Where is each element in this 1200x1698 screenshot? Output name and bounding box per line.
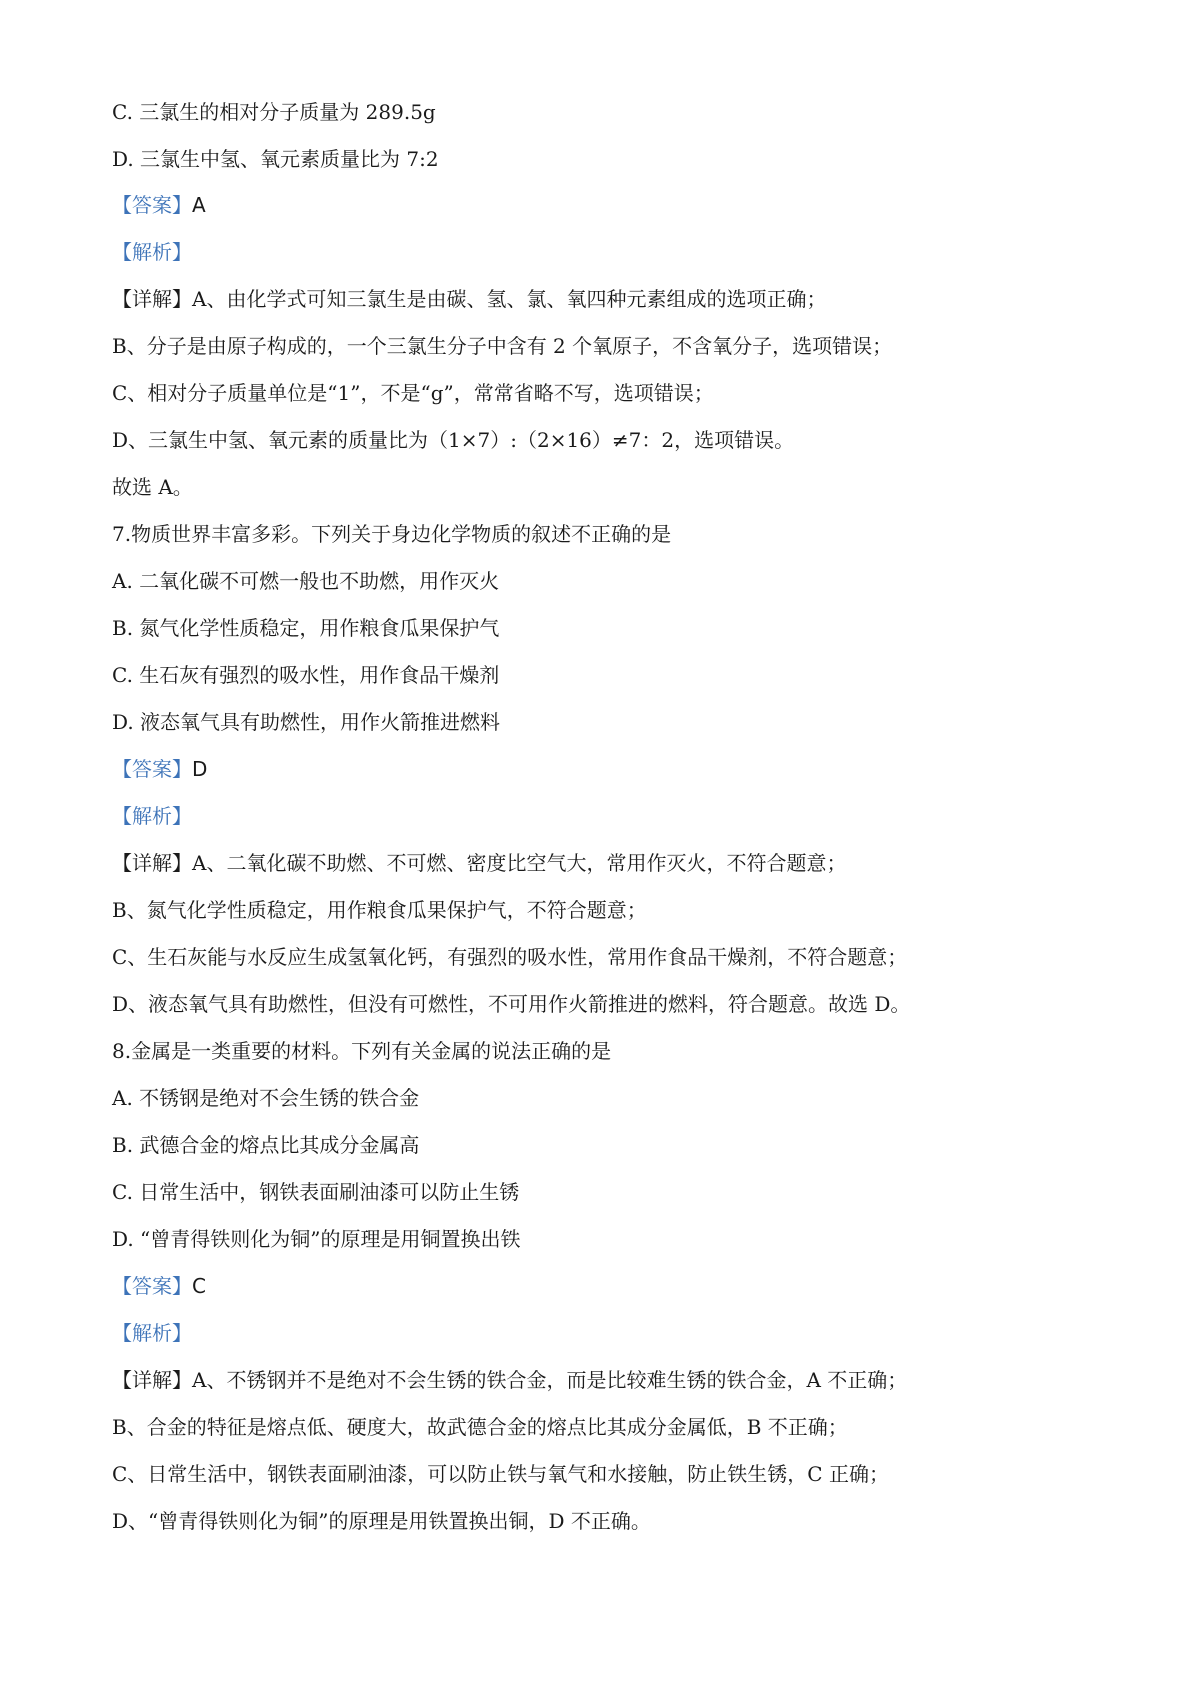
q6-detail-line: 【详解】A、由化学式可知三氯生是由碳、氢、氯、氧四种元素组成的选项正确； — [112, 287, 827, 311]
q7-detail-line: D、液态氧气具有助燃性，但没有可燃性，不可用作火箭推进的燃料，符合题意。故选 D。 — [112, 992, 911, 1016]
q7-option: A. 二氧化碳不可燃一般也不助燃，用作灭火 — [112, 569, 500, 593]
q7-question: 7.物质世界丰富多彩。下列关于身边化学物质的叙述不正确的是 — [112, 522, 672, 546]
q7-option: D. 液态氧气具有助燃性，用作火箭推进燃料 — [112, 710, 501, 734]
answer-value: C — [192, 1274, 206, 1298]
q8-analysis-label: 【解析】 — [112, 1321, 192, 1345]
q8-answer — [112, 1272, 206, 1300]
answer-label: 【答案】 — [112, 757, 192, 781]
q6-detail-line: D、三氯生中氢、氧元素的质量比为（1×7）:（2×16）≠7：2，选项错误。 — [112, 428, 795, 452]
q7-option: C. 生石灰有强烈的吸水性，用作食品干燥剂 — [112, 663, 500, 687]
q6-option-d: D. 三氯生中氢、氧元素质量比为 7:2 — [112, 147, 439, 171]
answer-label: 【答案】 — [112, 193, 192, 217]
q8-detail-line: D、“曾青得铁则化为铜”的原理是用铁置换出铜，D 不正确。 — [112, 1509, 651, 1533]
q6-analysis-label: 【解析】 — [112, 240, 192, 264]
q7-detail-line: 【详解】A、二氧化碳不助燃、不可燃、密度比空气大，常用作灭火，不符合题意； — [112, 851, 847, 875]
q8-detail-line: B、合金的特征是熔点低、硬度大，故武德合金的熔点比其成分金属低，B 不正确； — [112, 1415, 848, 1439]
q7-analysis-label: 【解析】 — [112, 804, 192, 828]
q8-question: 8.金属是一类重要的材料。下列有关金属的说法正确的是 — [112, 1039, 612, 1063]
q6-answer — [112, 191, 206, 219]
q6-detail-line: 故选 A。 — [112, 475, 193, 499]
q8-option: C. 日常生活中，钢铁表面刷油漆可以防止生锈 — [112, 1180, 520, 1204]
q7-option: B. 氮气化学性质稳定，用作粮食瓜果保护气 — [112, 616, 500, 640]
q8-option: D. “曾青得铁则化为铜”的原理是用铜置换出铁 — [112, 1227, 521, 1251]
answer-label: 【答案】 — [112, 1274, 192, 1298]
q7-answer — [112, 755, 207, 783]
q8-detail-line: 【详解】A、不锈钢并不是绝对不会生锈的铁合金，而是比较难生锈的铁合金，A 不正确； — [112, 1368, 908, 1392]
q6-detail-line: C、相对分子质量单位是“1”，不是“g”，常常省略不写，选项错误； — [112, 381, 714, 405]
q6-option-c: C. 三氯生的相对分子质量为 289.5g — [112, 100, 436, 124]
answer-value: A — [192, 193, 206, 217]
q8-detail-line: C、日常生活中，钢铁表面刷油漆，可以防止铁与氧气和水接触，防止铁生锈，C 正确； — [112, 1462, 889, 1486]
q8-option: A. 不锈钢是绝对不会生锈的铁合金 — [112, 1086, 420, 1110]
q6-detail-line: B、分子是由原子构成的，一个三氯生分子中含有 2 个氧原子，不含氧分子，选项错误； — [112, 334, 893, 358]
q8-option: B. 武德合金的熔点比其成分金属高 — [112, 1133, 420, 1157]
q7-detail-line: C、生石灰能与水反应生成氢氧化钙，有强烈的吸水性，常用作食品干燥剂，不符合题意； — [112, 945, 908, 969]
answer-value: D — [192, 757, 208, 781]
q7-detail-line: B、氮气化学性质稳定，用作粮食瓜果保护气，不符合题意； — [112, 898, 647, 922]
